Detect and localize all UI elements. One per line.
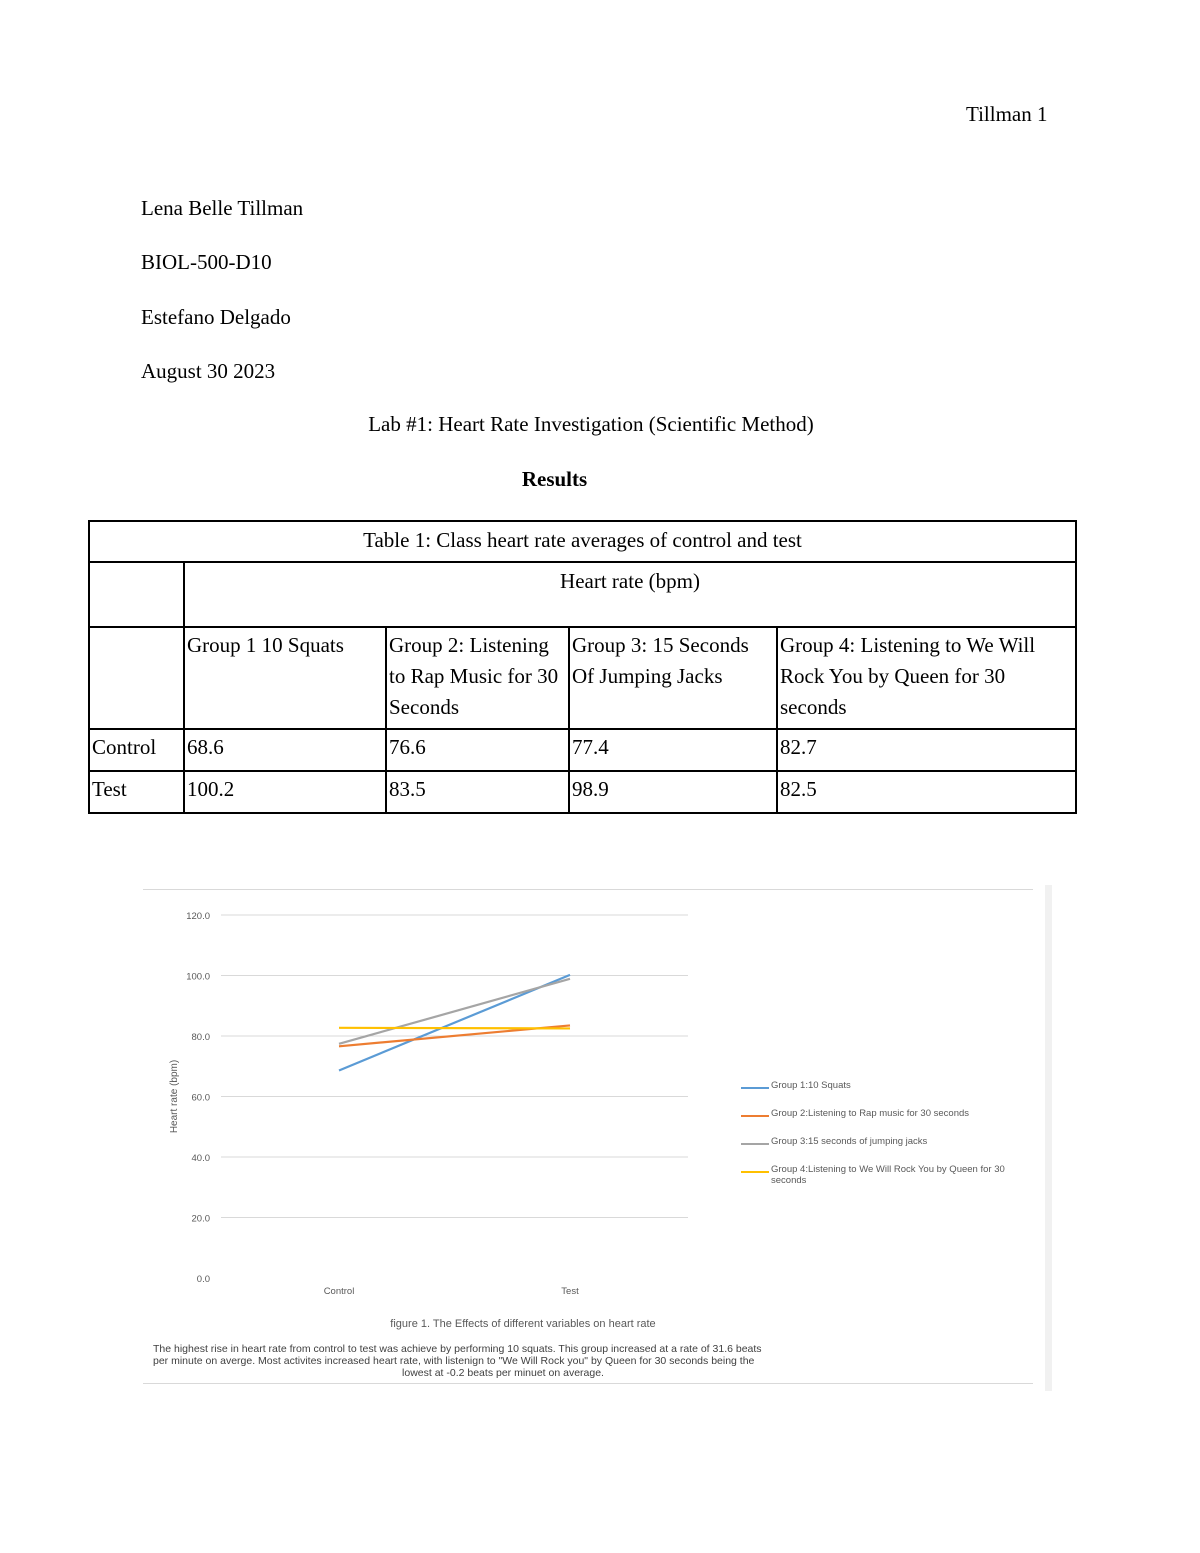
legend-swatch: [741, 1087, 769, 1089]
legend-item: [741, 1110, 1031, 1138]
y-tick-label: 120.0: [186, 911, 210, 922]
course-code: BIOL-500-D10: [141, 250, 272, 274]
legend-swatch: [741, 1171, 769, 1173]
table-cell: 82.5: [777, 771, 1076, 813]
figure-description-line: per minute on averge. Most activites increased heart rate, with listenign to "We Will Rock you" by Queen for 30 seconds being the: [153, 1355, 755, 1367]
series-line: [339, 979, 570, 1044]
figure-caption: figure 1. The Effects of different variables on heart rate: [390, 1318, 656, 1330]
table-header-row: [89, 627, 1076, 729]
legend-label: Group 1:10 Squats: [771, 1080, 851, 1091]
series-line: [339, 1028, 570, 1029]
table-cell: 98.9: [569, 771, 777, 813]
legend-label: Group 2:Listening to Rap music for 30 seconds: [771, 1108, 970, 1119]
legend-item: [741, 1082, 1031, 1110]
chart-bottom-rule: [143, 1383, 1033, 1384]
student-name: Lena Belle Tillman: [141, 196, 304, 220]
y-tick-label: 20.0: [191, 1213, 210, 1225]
table-cell: 68.6: [184, 729, 386, 771]
legend-item: [741, 1166, 1031, 1194]
table-cell: 83.5: [386, 771, 569, 813]
table-empty-cell: [89, 627, 184, 729]
x-tick-label: Control: [323, 1286, 355, 1297]
date: August 30 2023: [141, 359, 276, 383]
chart-figure: [143, 885, 1052, 1391]
y-tick-label: 100.0: [186, 971, 210, 983]
table-span-header-row: [89, 562, 1076, 627]
y-axis-label: Heart rate (bpm): [169, 1059, 180, 1134]
y-tick-label: 40.0: [191, 1153, 210, 1164]
table-cell: 76.6: [386, 729, 569, 771]
legend-label: Group 3:15 seconds of jumping jacks: [771, 1136, 928, 1147]
legend-item: [741, 1138, 1031, 1166]
table-empty-cell: [89, 562, 184, 627]
y-tick-label: 80.0: [191, 1032, 210, 1043]
table-row: [89, 729, 1076, 771]
figure-description: [153, 1343, 853, 1379]
legend-swatch: [741, 1115, 769, 1117]
document-title: Lab #1: Heart Rate Investigation (Scientific Method): [368, 412, 814, 436]
legend-label: Group 4:Listening to We Will Rock You by Queen for 30 seconds: [771, 1164, 1005, 1186]
page-header: Tillman 1: [966, 102, 1048, 126]
figure-description-line: lowest at -0.2 beats per minuet on average.: [402, 1367, 604, 1379]
chart-legend: [741, 1082, 1031, 1194]
table-header-cell: Group 3: 15 Seconds Of Jumping Jacks: [569, 627, 777, 729]
table-header-cell: Group 1 10 Squats: [184, 627, 386, 729]
table-cell: 77.4: [569, 729, 777, 771]
table-caption-row: [89, 521, 1076, 562]
table-row-label: Test: [89, 771, 184, 813]
table-header-cell: Group 4: Listening to We Will Rock You by Queen for 30 seconds: [777, 627, 1076, 729]
y-tick-label: 60.0: [191, 1092, 210, 1104]
table-row-label: Control: [89, 729, 184, 771]
legend-swatch: [741, 1143, 769, 1145]
table-header-cell: Group 2: Listening to Rap Music for 30 Seconds: [386, 627, 569, 729]
results-table: [88, 520, 1077, 814]
table-row: [89, 771, 1076, 813]
instructor-name: Estefano Delgado: [141, 305, 291, 329]
x-tick-label: Test: [561, 1286, 579, 1297]
table-span-header: Heart rate (bpm): [184, 562, 1076, 627]
table-cell: 82.7: [777, 729, 1076, 771]
table-caption: Table 1: Class heart rate averages of control and test: [89, 521, 1076, 562]
section-heading: Results: [521, 467, 588, 491]
table-cell: 100.2: [184, 771, 386, 813]
figure-description-line: The highest rise in heart rate from control to test was achieve by performing 10 squats. This group increased at a rate of 31.6 beats: [153, 1343, 762, 1355]
y-tick-label: 0.0: [196, 1274, 210, 1285]
